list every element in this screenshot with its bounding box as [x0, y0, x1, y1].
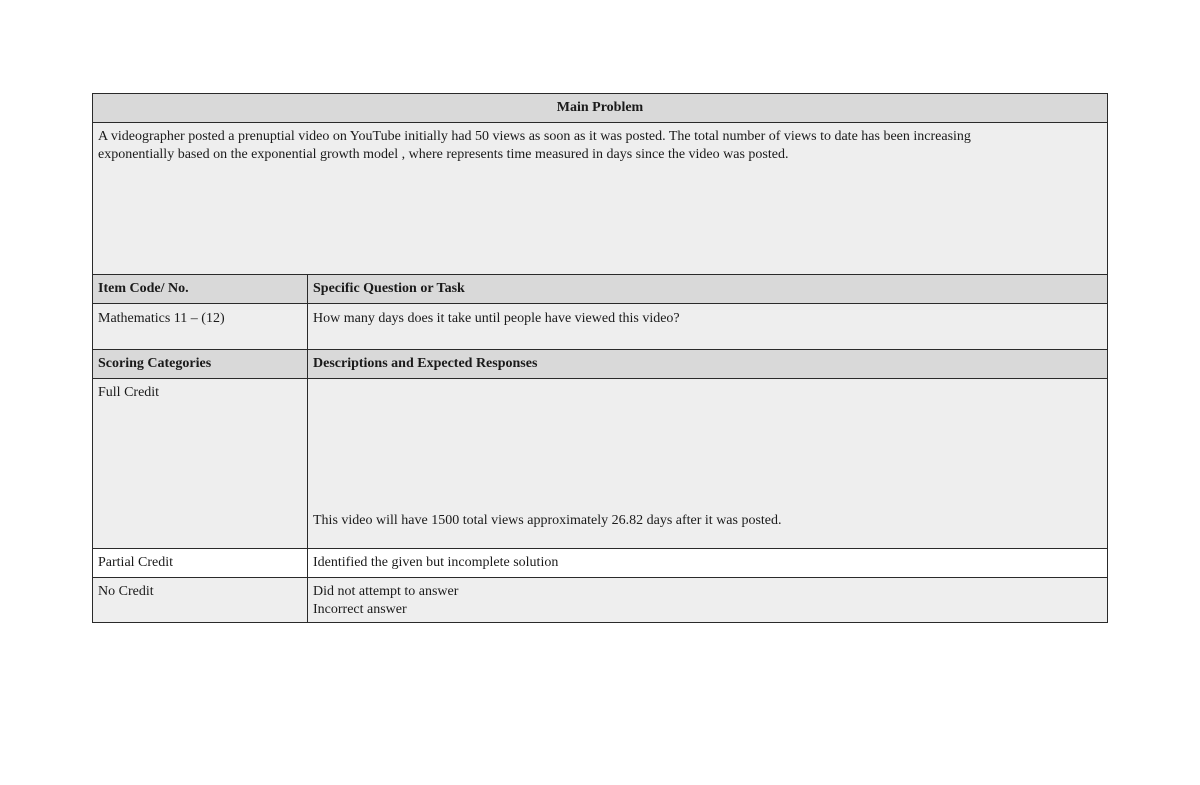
item-header-row [93, 275, 1108, 304]
main-problem-heading: Main Problem [93, 94, 1108, 123]
item-question: How many days does it take until people have viewed this video? [308, 304, 1108, 350]
item-row [93, 304, 1108, 350]
main-problem-row [93, 123, 1108, 275]
scoring-description-line: Identified the given but incomplete solution [313, 555, 559, 570]
scoring-row-full-credit [93, 379, 1108, 549]
scoring-description-line: This video will have 1500 total views approximately 26.82 days after it was posted. [313, 513, 782, 528]
item-code: Mathematics 11 – (12) [93, 304, 308, 350]
main-problem-text [93, 123, 1108, 275]
scoring-categories-column-header: Scoring Categories [93, 350, 308, 379]
scoring-row-no-credit [93, 578, 1108, 623]
scoring-description [308, 549, 1108, 578]
item-code-column-header: Item Code/ No. [93, 275, 308, 304]
scoring-category: Partial Credit [93, 549, 308, 578]
scoring-description-line: Did not attempt to answer [313, 584, 459, 599]
descriptions-column-header: Descriptions and Expected Responses [308, 350, 1108, 379]
main-problem-text-line: A videographer posted a prenuptial video on YouTube initially had 50 views as soon as it was posted. The total number of views to date has been increasing [98, 129, 971, 144]
scoring-category: Full Credit [93, 379, 308, 549]
question-column-header: Specific Question or Task [308, 275, 1108, 304]
scoring-row-partial-credit [93, 549, 1108, 578]
main-problem-header-row [93, 94, 1108, 123]
rubric-table [92, 93, 1108, 623]
scoring-description [308, 578, 1108, 623]
scoring-description-line: Incorrect answer [313, 602, 407, 617]
main-problem-text-line: exponentially based on the exponential growth model , where represents time measured in days since the video was posted. [98, 147, 789, 162]
scoring-category: No Credit [93, 578, 308, 623]
scoring-header-row [93, 350, 1108, 379]
scoring-description [308, 379, 1108, 549]
